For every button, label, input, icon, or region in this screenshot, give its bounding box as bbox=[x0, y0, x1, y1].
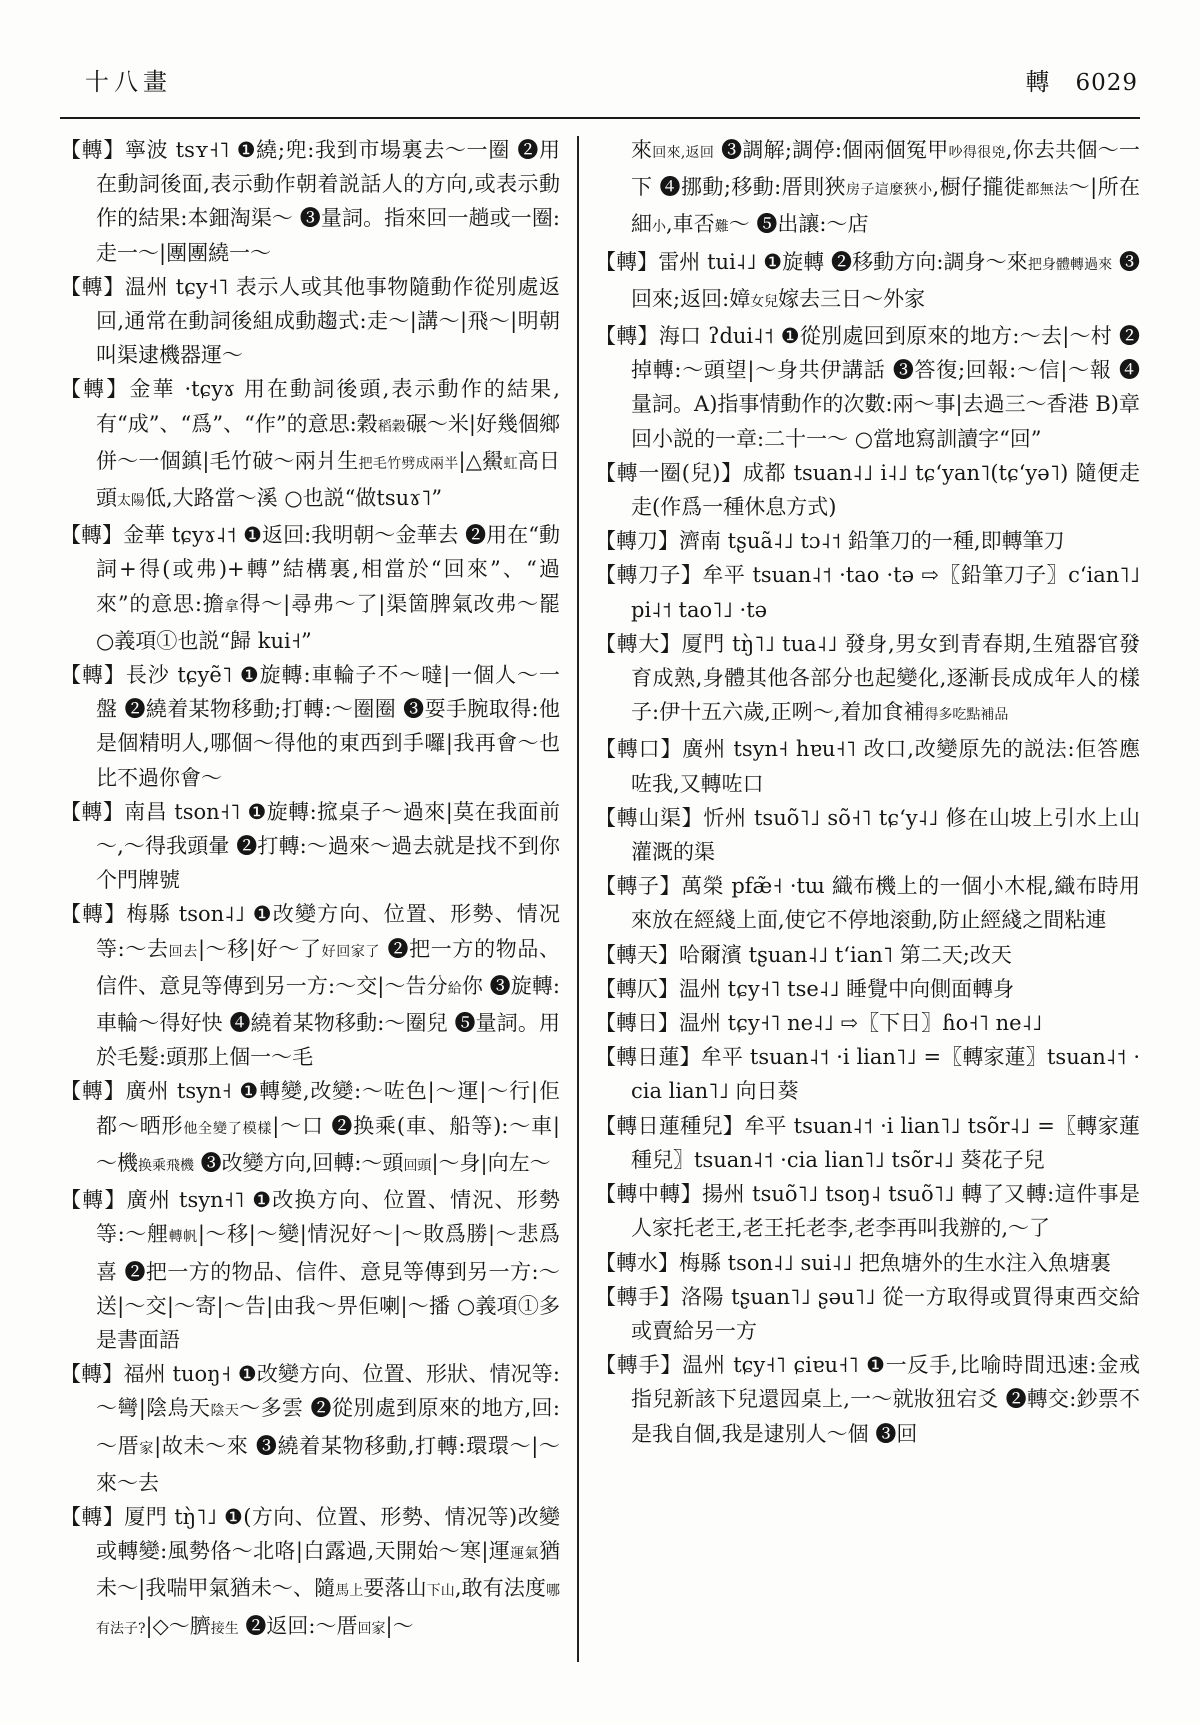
gloss-annotation: 他全變了模樣 bbox=[183, 1120, 273, 1137]
entry-text: ❷返回:～厝 bbox=[238, 1613, 358, 1638]
entry-continuation bbox=[595, 133, 1140, 245]
entry-text: 來 bbox=[631, 138, 653, 162]
dictionary-entry bbox=[595, 1246, 1140, 1280]
gloss-annotation: 换乘飛機 bbox=[138, 1157, 194, 1174]
gloss-annotation: 回去 bbox=[168, 943, 198, 960]
dictionary-entry bbox=[595, 972, 1140, 1006]
dictionary-entry bbox=[60, 518, 560, 658]
entry-text: 【轉】福州 tuoŋ˧ ❶改變方向、位置、形狀、情况等:～彎|陰烏天 bbox=[60, 1362, 560, 1421]
gloss-annotation: 回頭 bbox=[403, 1157, 432, 1174]
entry-text: ❸改變方向,回轉:～頭 bbox=[194, 1150, 404, 1175]
dictionary-entry bbox=[60, 795, 560, 898]
entry-text: 【轉天】哈爾濱 tʂuan˨˩ tʻian˥ 第二天;改天 bbox=[595, 942, 1012, 967]
entry-text: |～口 ❷换乘(車、船等):～車|～機 bbox=[96, 1113, 560, 1175]
page-number: 6029 bbox=[1075, 70, 1138, 96]
entry-text: ❸回來;返回:嫜 bbox=[631, 249, 1140, 311]
gloss-annotation: 回家 bbox=[357, 1620, 386, 1637]
entry-text: 【轉手】温州 tɕy˧˥ ɕiɐu˧˥ ❶一反手,比喻時間迅速:金戒指兒新該下兒還囥桌上,一～就妝狃宕爻 ❷轉交:鈔票不是我自個,我是逮別人～個 ❸回 bbox=[595, 1353, 1140, 1446]
dictionary-entry bbox=[595, 456, 1140, 524]
entry-text: ,敢有法度 bbox=[454, 1576, 546, 1601]
dictionary-entry bbox=[595, 1109, 1140, 1177]
gloss-annotation: 得多吃點補品 bbox=[924, 707, 1009, 724]
entry-text: |△鱟 bbox=[458, 448, 504, 473]
gloss-annotation: 吵得很兇 bbox=[948, 145, 1006, 161]
entry-text: 高日頭 bbox=[96, 448, 561, 511]
entry-text: 猶未～|我喘甲氣猶未～、隨 bbox=[96, 1539, 561, 1601]
entry-text: 【轉刀】濟南 tʂuã˨˩ tɔ˨˦ 鉛筆刀的一種,即轉筆刀 bbox=[595, 529, 1065, 554]
entry-text: 低,大路當～溪 ○也説“做tsuɤ˥” bbox=[145, 486, 443, 511]
gloss-annotation: 陰天 bbox=[210, 1403, 240, 1420]
entry-text: |◇～臍 bbox=[145, 1613, 211, 1638]
entry-text: 要落山 bbox=[363, 1576, 427, 1601]
dictionary-entry bbox=[60, 897, 560, 1074]
dictionary-entry bbox=[595, 1280, 1140, 1348]
entry-text: 【轉一圈(兒)】成都 tsuan˨˩ i˨˩ tɕʻyan˥(tɕʻyə˥) 隨便走走(作爲一種休息方式) bbox=[595, 460, 1140, 520]
entry-text: 【轉】廣州 tsyn˧˥ ❶改换方向、位置、情況、形勢等:～艃 bbox=[60, 1188, 560, 1247]
dictionary-entry bbox=[60, 133, 560, 270]
entry-text: 【轉】厦門 tŋ̀˥˩ ❶(方向、位置、形勢、情况等)改變或轉變:風勢佫～北咯|白露過,天開始～寒|運 bbox=[60, 1504, 560, 1564]
entry-text: 【轉水】梅縣 tson˨˩ sui˨˩ 把魚塘外的生水注入魚塘裏 bbox=[595, 1250, 1111, 1275]
entry-text: 【轉】金華 tɕyɤ˨˦ ❶返回:我明朝～金華去 ❷用在“動詞+得(或弗)+轉”結構裏,相當於“回來”、“過來”的意思:擔 bbox=[60, 523, 560, 616]
text-body bbox=[60, 133, 1140, 1646]
dictionary-entry bbox=[595, 524, 1140, 558]
entry-text: 你 ❸旋轉:車輪～得好快 ❹繞着某物移動:～圈兒 ❺量詞。用於毛髮:頭那上個一～毛 bbox=[96, 973, 560, 1070]
entry-text: 得～|尋弗～了|渠箇脾氣改弗～罷 ○義項①也説“歸 kui˧” bbox=[96, 591, 560, 653]
entry-text: 【轉仄】温州 tɕy˧˥ tse˨˩ 睡覺中向側面轉身 bbox=[595, 976, 1015, 1001]
page-header bbox=[85, 62, 1138, 97]
gloss-annotation: 運氣 bbox=[510, 1546, 540, 1563]
entry-text: ❸調解;調停:個兩個冤甲 bbox=[714, 138, 949, 162]
entry-text: 【轉】廣州 tsyn˧ ❶轉變,改變:～咗色|～運|～行|佢都～晒形 bbox=[60, 1079, 560, 1138]
dictionary-entry bbox=[60, 1357, 560, 1500]
dictionary-entry bbox=[60, 372, 560, 518]
entry-text: |～身|向左～ bbox=[431, 1150, 551, 1175]
gloss-annotation: 把毛竹劈成兩半 bbox=[358, 455, 459, 472]
entry-text: 【轉】雷州 tui˨˩ ❶旋轉 ❷移動方向:調身～來 bbox=[595, 249, 1028, 274]
gloss-annotation: 難 bbox=[714, 219, 729, 236]
left-column bbox=[60, 133, 560, 1646]
gloss-annotation: 馬上 bbox=[335, 1583, 364, 1600]
gloss-annotation: 把身體轉過來 bbox=[1027, 256, 1113, 273]
entry-text: 【轉】南昌 tson˧˥ ❶旋轉:搲桌子～過來|莫在我面前～,～得我頭暈 ❷打轉:～過來～過去就是找不到你个門牌號 bbox=[60, 799, 560, 893]
entry-text: 【轉】梅縣 tson˨˩ ❶改變方向、位置、形勢、情况等:～去 bbox=[60, 902, 560, 961]
right-column bbox=[595, 133, 1140, 1646]
entry-text: 【轉日】温州 tɕy˧˥ ne˨˩ ⇨〖下日〗ɦo˧˥ ne˨˩ bbox=[595, 1011, 1043, 1036]
gloss-annotation: 哪有法子? bbox=[96, 1583, 560, 1637]
stroke-section-label: 十八畫 bbox=[85, 68, 172, 96]
entry-text: 【轉】温州 tɕy˧˥ 表示人或其他事物隨動作從別處返回,通常在動詞後組成動趨式:走～|講～|飛～|明朝叫渠逮機器運～ bbox=[60, 274, 560, 368]
entry-text: ,你去共個～一下 ❹挪動;移動:厝則狹 bbox=[631, 138, 1141, 200]
entry-text: ,橱仔攏徙 bbox=[932, 175, 1026, 200]
gloss-annotation: 給 bbox=[447, 980, 462, 997]
gloss-annotation: 稻穀 bbox=[377, 418, 406, 435]
gloss-annotation: 房子這麼狹小 bbox=[845, 182, 933, 199]
entry-text: ～ ❺出讓:～店 bbox=[728, 212, 869, 237]
dictionary-entry bbox=[595, 1348, 1140, 1451]
dictionary-entry bbox=[595, 558, 1140, 626]
gloss-annotation: 轉帆 bbox=[168, 1229, 198, 1246]
dictionary-entry bbox=[60, 658, 560, 795]
entry-text: 【轉日蓮】牟平 tsuan˨˦ ·i lian˥˩ =〖轉家蓮〗tsuan˨˦ ·cia lian˥˩ 向日葵 bbox=[595, 1045, 1140, 1104]
dictionary-entry bbox=[595, 319, 1140, 456]
entry-text: |～移|～變|情況好～|～敗爲勝|～悲爲喜 ❷把一方的物品、信件、意見等傳到另一方:～送|～交|～寄|～告|由我～畀佢喇|～播 ○義項①多是書面語 bbox=[96, 1222, 561, 1352]
entry-text: 【轉口】廣州 tsyn˧ hɐu˧˥ 改口,改變原先的説法:佢答應咗我,又轉咗口 bbox=[595, 737, 1140, 796]
dictionary-entry bbox=[595, 1177, 1140, 1245]
entry-text: 【轉】寧波 tsʏ˧˥ ❶繞;兜:我到市場裏去～一圈 ❷用在動詞後面,表示動作朝着説話人的方向,或表示動作的結果:本鈿淘渠～ ❸量詞。指來回一趟或一圈:走一～|團團繞一～ bbox=[60, 138, 560, 265]
entry-text: 【轉中轉】揚州 tsuõ˥˩ tsoŋ˨ tsuõ˥˩ 轉了又轉:這件事是人家托老王,老王托老李,老李再叫我辦的,～了 bbox=[595, 1182, 1140, 1241]
dictionary-entry bbox=[60, 1183, 560, 1357]
entry-text: 碾～米|好幾個鄉併～一個鎮|毛竹破～兩爿生 bbox=[96, 411, 561, 473]
entry-text: ～|所在細 bbox=[631, 175, 1141, 237]
entry-text: ,車否 bbox=[666, 212, 715, 237]
dictionary-entry bbox=[595, 869, 1140, 937]
gloss-annotation: 拿 bbox=[224, 598, 240, 615]
gloss-annotation: 都無法 bbox=[1025, 182, 1069, 199]
gloss-annotation: 接生 bbox=[210, 1620, 239, 1637]
entry-text: |～ bbox=[385, 1613, 414, 1638]
gloss-annotation: 小 bbox=[652, 219, 666, 236]
entry-text: 嫁去三日～外家 bbox=[778, 286, 926, 311]
dictionary-entry bbox=[595, 245, 1140, 319]
dictionary-entry bbox=[595, 938, 1140, 972]
gloss-annotation: 好回家了 bbox=[321, 943, 381, 960]
dictionary-entry bbox=[595, 1040, 1140, 1108]
entry-text: 【轉手】洛陽 tʂuan˥˩ ʂəu˥˩ 從一方取得或買得東西交給或賣給另一方 bbox=[595, 1284, 1140, 1343]
gloss-annotation: 女兒 bbox=[750, 293, 779, 310]
header-rule bbox=[60, 117, 1140, 119]
gloss-annotation: 家 bbox=[139, 1440, 155, 1457]
gloss-annotation: 下山 bbox=[426, 1583, 455, 1600]
entry-text: 【轉】海口 ʔdui˨˦ ❶從別處回到原來的地方:～去|～村 ❷掉轉:～頭望|～身共伊講話 ❸答復;回報:～信|～報 ❹量詞。A)指事情動作的次數:兩～事|去過三～香港 B)章回小説的一章:二十一～ ○當地寫訓讀字“回” bbox=[595, 324, 1140, 451]
entry-text: |故未～來 ❸繞着某物移動,打轉:環環～|～來～去 bbox=[96, 1433, 561, 1495]
dictionary-entry bbox=[595, 627, 1140, 733]
entry-text: ❷把一方的物品、信件、意見等傳到另一方:～交|～告分 bbox=[96, 936, 561, 998]
gloss-annotation: 回來,返回 bbox=[652, 145, 715, 161]
dictionary-entry bbox=[60, 1500, 560, 1646]
dictionary-entry bbox=[60, 270, 560, 373]
entry-text: 【轉大】厦門 tŋ̀˥˩ tua˨˩ 發身,男女到青春期,生殖器官發育成熟,身體其他各部分也起變化,逐漸長成成年人的樣子:伊十五六歲,正咧～,着加食補 bbox=[595, 631, 1140, 725]
gloss-annotation: 虹 bbox=[503, 455, 518, 472]
dictionary-entry bbox=[595, 732, 1140, 800]
dictionary-entry bbox=[595, 1006, 1140, 1040]
entry-text: 【轉】金華 ·tɕyɤ 用在動詞後頭,表示動作的結果,有“成”、“爲”、“作”的意思:穀 bbox=[60, 377, 560, 436]
dictionary-entry bbox=[595, 801, 1140, 869]
entry-text: 【轉山渠】忻州 tsuõ˥˩ sõ˧˥ tɕʻy˨˩ 修在山坡上引水上山灌溉的渠 bbox=[595, 805, 1140, 865]
head-character: 轉 bbox=[1025, 68, 1050, 96]
entry-text: 【轉】長沙 tɕyẽ˥ ❶旋轉:車輪子不～噠|一個人～一盤 ❷繞着某物移動;打轉:～圈圈 ❸耍手腕取得:他是個精明人,哪個～得他的東西到手囉|我再會～也比不過你會～ bbox=[60, 663, 560, 790]
entry-text: |～移|好～了 bbox=[197, 936, 322, 961]
dictionary-entry bbox=[60, 1074, 560, 1183]
gloss-annotation: 太陽 bbox=[117, 493, 145, 510]
running-head bbox=[1025, 62, 1138, 97]
entry-text: 【轉日蓮種兒】牟平 tsuan˨˦ ·i lian˥˩ tsõr˨˩ =〖轉家蓮種兒〗tsuan˨˦ ·cia lian˥˩ tsõr˨˩ 葵花子兒 bbox=[595, 1113, 1140, 1172]
entry-text: 【轉子】萬榮 pfæ̃˧ ·tɯ 織布機上的一個小木棍,織布時用來放在經綫上面,使它不停地滚動,防止經綫之間粘連 bbox=[595, 874, 1140, 933]
entry-text: 【轉刀子】牟平 tsuan˨˦ ·tao ·tə ⇨〖鉛筆刀子〗cʻian˥˩ pi˨˦ tao˥˩ ·tə bbox=[595, 563, 1140, 622]
entry-text: ～多雲 ❷從別處到原來的地方,回:～厝 bbox=[96, 1396, 560, 1458]
